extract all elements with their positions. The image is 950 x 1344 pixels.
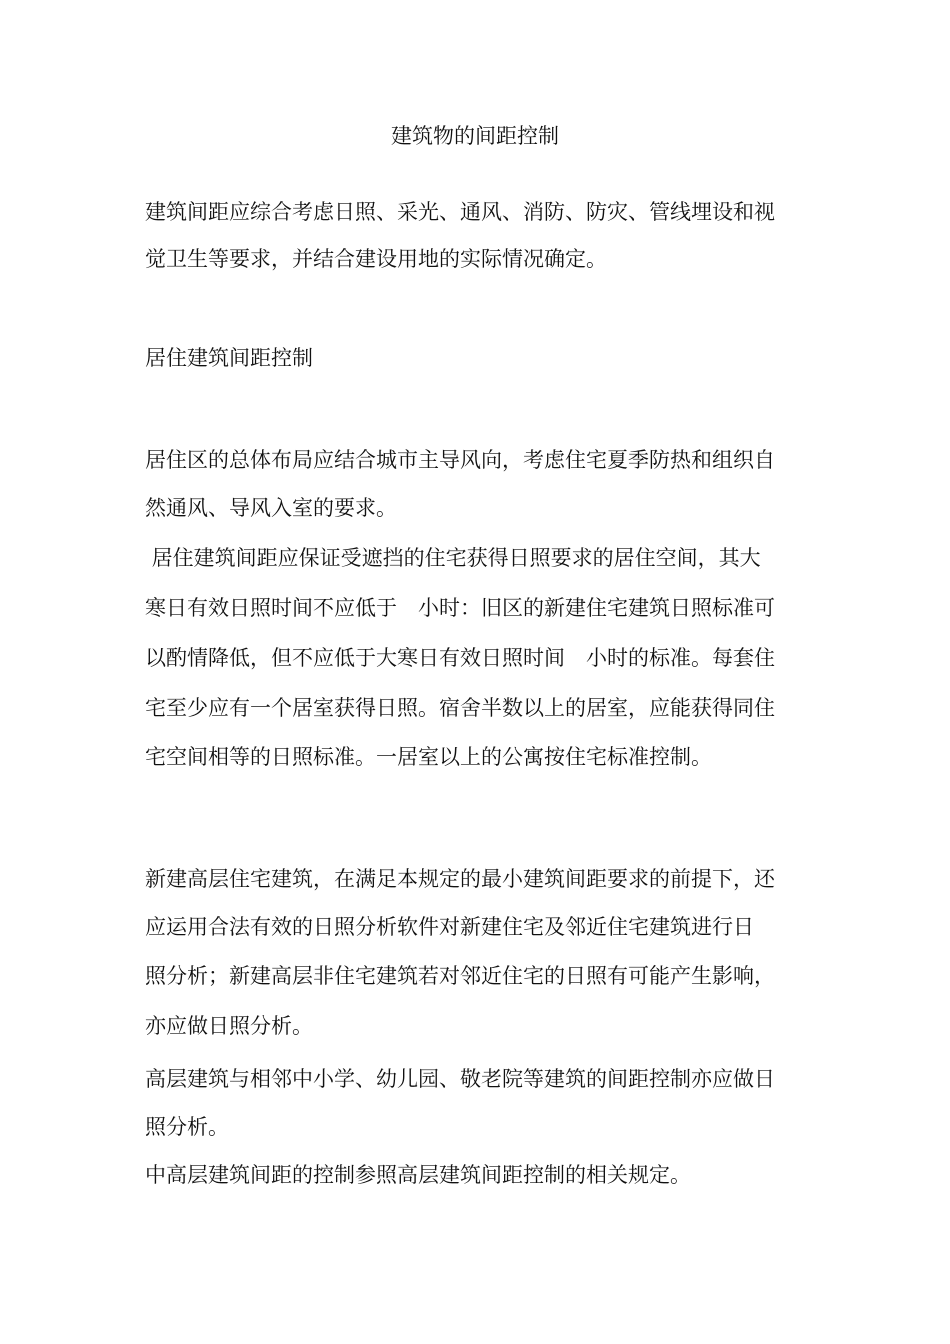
intro-line-2: 觉卫生等要求，并结合建设用地的实际情况确定。 [145, 247, 607, 271]
highrise-paragraph-line-3: 照分析；新建高层非住宅建筑若对邻近住宅的日照有可能产生影响， [145, 964, 775, 988]
highrise-paragraph-line-2: 应运用合法有效的日照分析软件对新建住宅及邻近住宅建筑进行日 [145, 915, 754, 939]
midrise-paragraph-line-1: 中高层建筑间距的控制参照高层建筑间距控制的相关规定。 [145, 1163, 691, 1187]
layout-paragraph-line-2: 然通风、导风入室的要求。 [145, 496, 397, 520]
schools-paragraph-line-1: 高层建筑与相邻中小学、幼儿园、敬老院等建筑的间距控制亦应做日 [145, 1067, 775, 1091]
intro-line-1: 建筑间距应综合考虑日照、采光、通风、消防、防灾、管线埋设和视 [145, 200, 775, 224]
highrise-paragraph-line-1: 新建高层住宅建筑，在满足本规定的最小建筑间距要求的前提下，还 [145, 867, 775, 891]
sunlight-paragraph-line-4: 宅至少应有一个居室获得日照。宿舍半数以上的居室，应能获得同住 [145, 696, 775, 720]
sunlight-paragraph-line-1: 居住建筑间距应保证受遮挡的住宅获得日照要求的居住空间，其大 [145, 546, 761, 570]
schools-paragraph-line-2: 照分析。 [145, 1115, 229, 1139]
sunlight-paragraph-line-3: 以酌情降低，但不应低于大寒日有效日照时间 小时的标准。每套住 [145, 646, 775, 670]
layout-paragraph-line-1: 居住区的总体布局应结合城市主导风向，考虑住宅夏季防热和组织自 [145, 448, 775, 472]
document-title: 建筑物的间距控制 [391, 124, 559, 148]
sunlight-paragraph-line-2: 寒日有效日照时间不应低于 小时：旧区的新建住宅建筑日照标准可 [145, 596, 775, 620]
section-heading: 居住建筑间距控制 [145, 346, 313, 370]
highrise-paragraph-line-4: 亦应做日照分析。 [145, 1014, 313, 1038]
sunlight-paragraph-line-5: 宅空间相等的日照标准。一居室以上的公寓按住宅标准控制。 [145, 745, 712, 769]
